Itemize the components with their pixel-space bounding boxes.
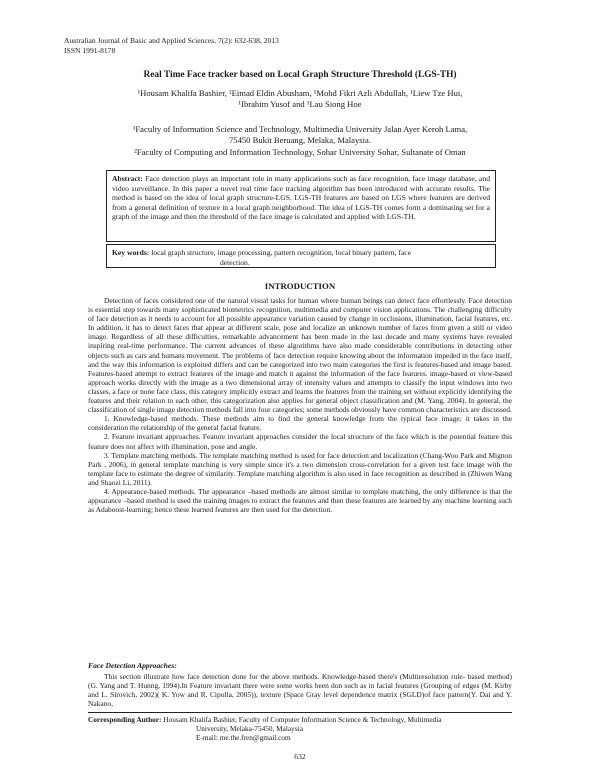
keywords-box <box>106 244 496 268</box>
intro-paragraph: 3. Template matching methods. The template matching method is used for face detection and localization (Chang-Woo Park and Mignon Park , 2006), in general template matching is very simple since it's a two dimension cross-correlation for a given test face image with the template face to estimate the degree of similarity. Template matching algorithm is also used in face recognition as described in (Zhiwen Wang and Shaozi Li, 2011). <box>88 450 512 487</box>
affiliation-2: ²Faculty of Computing and Information Technology, Sohar University Sohar, Sultanate of Oman <box>134 147 466 157</box>
corresponding-author-label: Corresponding Author: <box>88 715 162 724</box>
journal-citation: Australian Journal of Basic and Applied Sciences, 7(2): 632-638, 2013 <box>64 36 279 45</box>
introduction-body <box>88 296 512 514</box>
paper-title: Real Time Face tracker based on Local Graph Structure Threshold (LGS-TH) <box>143 70 457 80</box>
intro-paragraph: Detection of faces considered one of the natural visual tasks for human where human beings can detect face effortlessly. Face detection is essential step towards many sophisticated biometrics recognition, multimedia and computer vision applications. The challenging difficulty of face detection as it needs to account for all possible appearance variation caused by change in occlusions, illumination, facial features, etc. In addition, it has to detect faces that appear at different scale, pose and localize an unknown number of faces from given a still or video image. Regardless of all these difficulties, remarkable advancement has been made in the last decade and many systems have revealed inspiring real-time performance. The current advances of these algorithms have also made considerable contributions in detecting other objects such as cars and humans movement. The problems of face detection require knowing about the information impeded in the face itself, and the way this information is exploited differs and can be categorized into two main categories the first is features-based and image based. Features-based attempt to extract features of the image and match it against the information of the face features. image-based or view-based approach works directly with the image as a two dimensional array of intensity values and attempts to classify the input windows into two classes, a face or none face class, this category implicitly extract and learns the features from the training set without explicitly identifying the features and their relation to each other, this categorization also applies for general object classification and (M. Yang, 2004). In general, the classification of single image detection methods fall into four categories; some methods obviously have common characteristics are discussed. <box>88 296 512 415</box>
affiliation-1-line-2: 75450 Bukit Beruang, Melaka, Malaysia. <box>228 135 371 145</box>
authors-line-1: ¹Housam Khalifa Bashier, ²Eimad Eldin Abusham, ¹Mohd Fikri Azli Abdullah, ¹Liew Tze Hui, <box>137 88 463 98</box>
affiliation-1-line-1: ¹Faculty of Information Science and Technology, Multimedia University Jalan Ayer Keroh Lama, <box>132 124 468 134</box>
keywords-line-2: detection. <box>220 257 250 267</box>
corresponding-author-footer <box>88 715 512 742</box>
abstract-label: Abstract: <box>112 174 143 183</box>
intro-paragraph: 4. Appearance-based methods. The appearance –based methods are almost similar to template matching, the only difference is that the appearance –based method is used the training images to extract the features and then these features are learned by any machine learning such as Adaboost-learning; hence these learned features are then used for the detection. <box>88 486 512 515</box>
journal-issn: ISSN 1991-8178 <box>64 46 116 55</box>
intro-paragraph: 2. Feature invariant approaches. Feature invariant approaches consider the local structure of the face which is the potential feature this feature does not affect with illumination, pose and angle. <box>88 432 512 451</box>
keywords-line-1: local graph structure, image processing, pattern recognition, local binary pattern, face <box>151 248 412 257</box>
face-detection-approaches-body <box>88 672 512 708</box>
introduction-heading: INTRODUCTION <box>264 281 336 291</box>
abstract-box <box>106 170 496 242</box>
intro-paragraph: 1. Knowledge-based methods. These methods aim to find the general knowledge from the typical face image; it takes in the consideration the relationship of the general facial feature. <box>88 414 512 433</box>
approaches-paragraph: This section illustrate how face detection done for the above methods. Knowledge-based there's (Multiresolution rule- based method) (G. Yang and T. Hunng, 1994).In Feature invariant there were some works been don such as in facial features (Grouping of edges (M. Kirby and L. Sirovich, 2002)( K. Yow and R. Cipolla, 2005)), texture (Space Gray level dependence matrix (SGLD)of face pattern(Y. Dai and Y. Nakano, <box>88 672 512 709</box>
abstract-text: Face detection plays an important role in many applications such as face recognition, face image database, and video surveillance. In this paper a novel real time face tracking algorithm has been introduced with accurate results. The method is based on the idea of local graph structure-LGS. LGS-TH features are based on LGS where features are derived from a general definition of texture in a local graph neighborhood. The idea of LGS-TH comes form a dominating set for a graph of the image and then the threshold of the face image is calculated and applied with LGS-TH. <box>112 174 491 222</box>
face-detection-approaches-heading: Face Detection Approaches: <box>88 661 177 670</box>
corresponding-author-line-1: Housam Khalifa Bashier, Faculty of Computer Information Science & Technology, Multimedia <box>163 715 442 724</box>
corresponding-author-line-2: University, Melaka-75450, Malaysia <box>196 724 303 733</box>
authors-line-2: ¹Ibrahim Yusof and ¹Lau Siong Hoe <box>238 99 362 109</box>
footer-divider <box>88 712 512 713</box>
corresponding-author-email: E-mail: me.the.fren@gmail.com <box>196 733 291 742</box>
keywords-label: Key words: <box>112 248 150 257</box>
page-number: 632 <box>294 752 306 761</box>
